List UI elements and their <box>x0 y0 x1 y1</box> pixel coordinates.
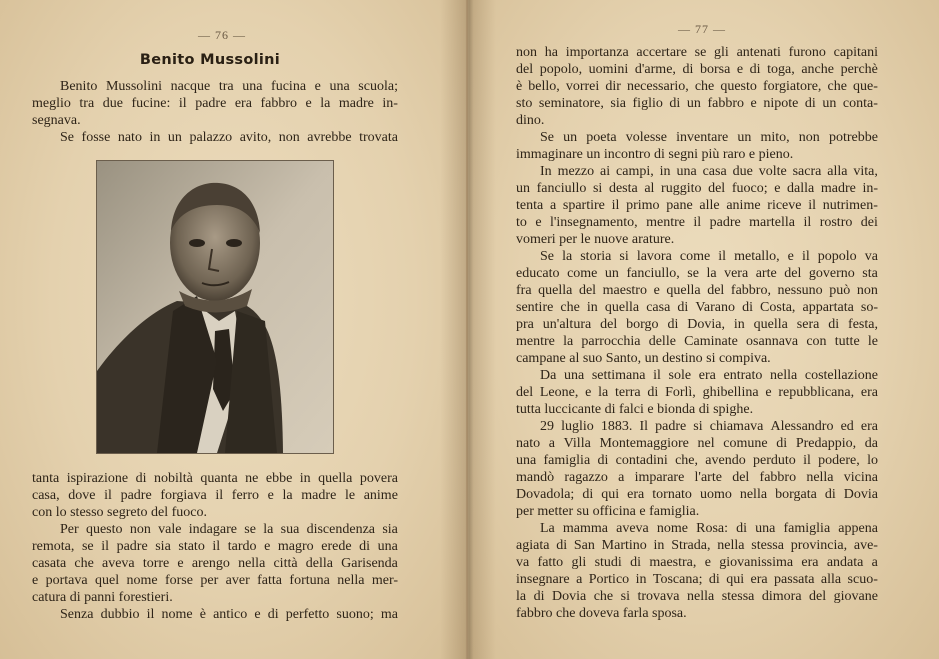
text-line: insegnare a Portico in Toscana; di qui era passata alla scuo- <box>516 572 878 587</box>
portrait-photo <box>96 160 334 454</box>
text-line: casa, dove il padre forgiava il ferro e la madre le anime <box>32 488 398 503</box>
text-line: 29 luglio 1883. Il padre si chiamava Alessandro ed era <box>540 419 878 434</box>
text-line: tanta ispirazione di nobiltà quanta ne ebbe in quella povera <box>32 471 398 486</box>
text-line: una famiglia di contadini che, avendo perduto il podere, lo <box>516 453 878 468</box>
text-line: Se la storia si lavora come il metallo, e il popolo va <box>540 249 878 264</box>
text-line: del Leone, e la terra di Forlì, ghibellina e repubblicana, era <box>516 385 878 400</box>
text-line: campane al suo Santo, un destino si compiva. <box>516 351 771 366</box>
portrait-image <box>97 161 333 453</box>
text-line: con lo stesso segreto del fuoco. <box>32 505 207 520</box>
text-line: mentre la parrocchia delle Caminate osannava con tutte le <box>516 334 878 349</box>
text-line: Dovadola; di qui era tornato uomo nella borgata di Dovia <box>516 487 878 502</box>
text-line: Benito Mussolini nacque tra una fucina e una scuola; <box>60 79 398 94</box>
text-line: per metter su officina e famiglia. <box>516 504 700 519</box>
text-line: un fanciullo si desta al ruggito del fuoco; e dalla madre in- <box>516 181 878 196</box>
chapter-title: Benito Mussolini <box>139 52 281 68</box>
text-line: pra un'altura del borgo di Dovia, in quella sera di festa, <box>516 317 878 332</box>
text-line: non ha importanza accertare se gli antenati furono capitani <box>516 45 878 60</box>
text-line: tutta luccicante di falci e bionda di spighe. <box>516 402 754 417</box>
text-line: remota, se il padre sia stato il tardo e magro erede di una <box>32 539 398 554</box>
text-line: dino. <box>516 113 545 128</box>
text-line: tenta a spartire il primo pane alle anime riceve il nutrimen- <box>516 198 878 213</box>
text-line: segnava. <box>32 113 81 128</box>
text-line: è bello, vorrei dir necessario, che questo forgiatore, che que- <box>516 79 878 94</box>
text-line: sentire che in quella casa di Varano di Costa, appartata so- <box>516 300 878 315</box>
text-line: la di Dovia che si trovava nella stessa dimora del giovane <box>516 589 878 604</box>
text-line: catura di panni forestieri. <box>32 590 173 605</box>
text-line: agiata di San Martino in Strada, nella stessa provincia, ave- <box>516 538 878 553</box>
page-number-left: — 76 — <box>198 28 246 42</box>
text-line: Da una settimana il sole era entrato nella costellazione <box>540 368 878 383</box>
text-line: casata che aveva torre e arengo nella città della Garisenda <box>32 556 398 571</box>
text-line: fra quella del maestro e quella del fabbro, nessuno può non <box>516 283 878 298</box>
text-line: fabbro che doveva farla sposa. <box>516 606 687 621</box>
right-page <box>468 0 939 659</box>
text-line: Se fosse nato in un palazzo avito, non avrebbe trovata <box>60 130 398 145</box>
text-line: Per questo non vale indagare se la sua discendenza sia <box>60 522 398 537</box>
text-line: e portava quel nome forse per aver fatta fortuna nella mer- <box>32 573 398 588</box>
left-page <box>0 0 466 659</box>
text-line: mandò ragazzo a imparare l'arte del fabbro nella vicina <box>516 470 878 485</box>
text-line: to e l'insegnamento, mentre il padre martella il rostro dei <box>516 215 878 230</box>
text-line: vomeri per le nuove arature. <box>516 232 675 247</box>
text-line: Se un poeta volesse inventare un mito, non potrebbe <box>540 130 878 145</box>
text-line: meglio tra due fucine: il padre era fabbro e la madre in- <box>32 96 398 111</box>
text-line: va fatto gli studi di maestra, e giovanissima era andata a <box>516 555 878 570</box>
text-line: In mezzo ai campi, in una casa due volte sacra alla vita, <box>540 164 878 179</box>
text-line: La mamma aveva nome Rosa: di una famiglia appena <box>540 521 878 536</box>
text-line: nato a Villa Montemaggiore nel comune di Predappio, da <box>516 436 878 451</box>
text-line: educato come un fanciullo, se la vera arte del governo sta <box>516 266 878 281</box>
page-number-right: — 77 — <box>678 22 726 36</box>
text-line: immaginare un incontro di segni più raro e pieno. <box>516 147 794 162</box>
text-line: sto seminatore, sia figlio di un fabbro e nipote di un conta- <box>516 96 878 111</box>
text-line: Senza dubbio il nome è antico e di perfetto suono; ma <box>60 607 398 622</box>
text-line: del popolo, uomini d'arme, di borsa e di toga, anche perchè <box>516 62 878 77</box>
